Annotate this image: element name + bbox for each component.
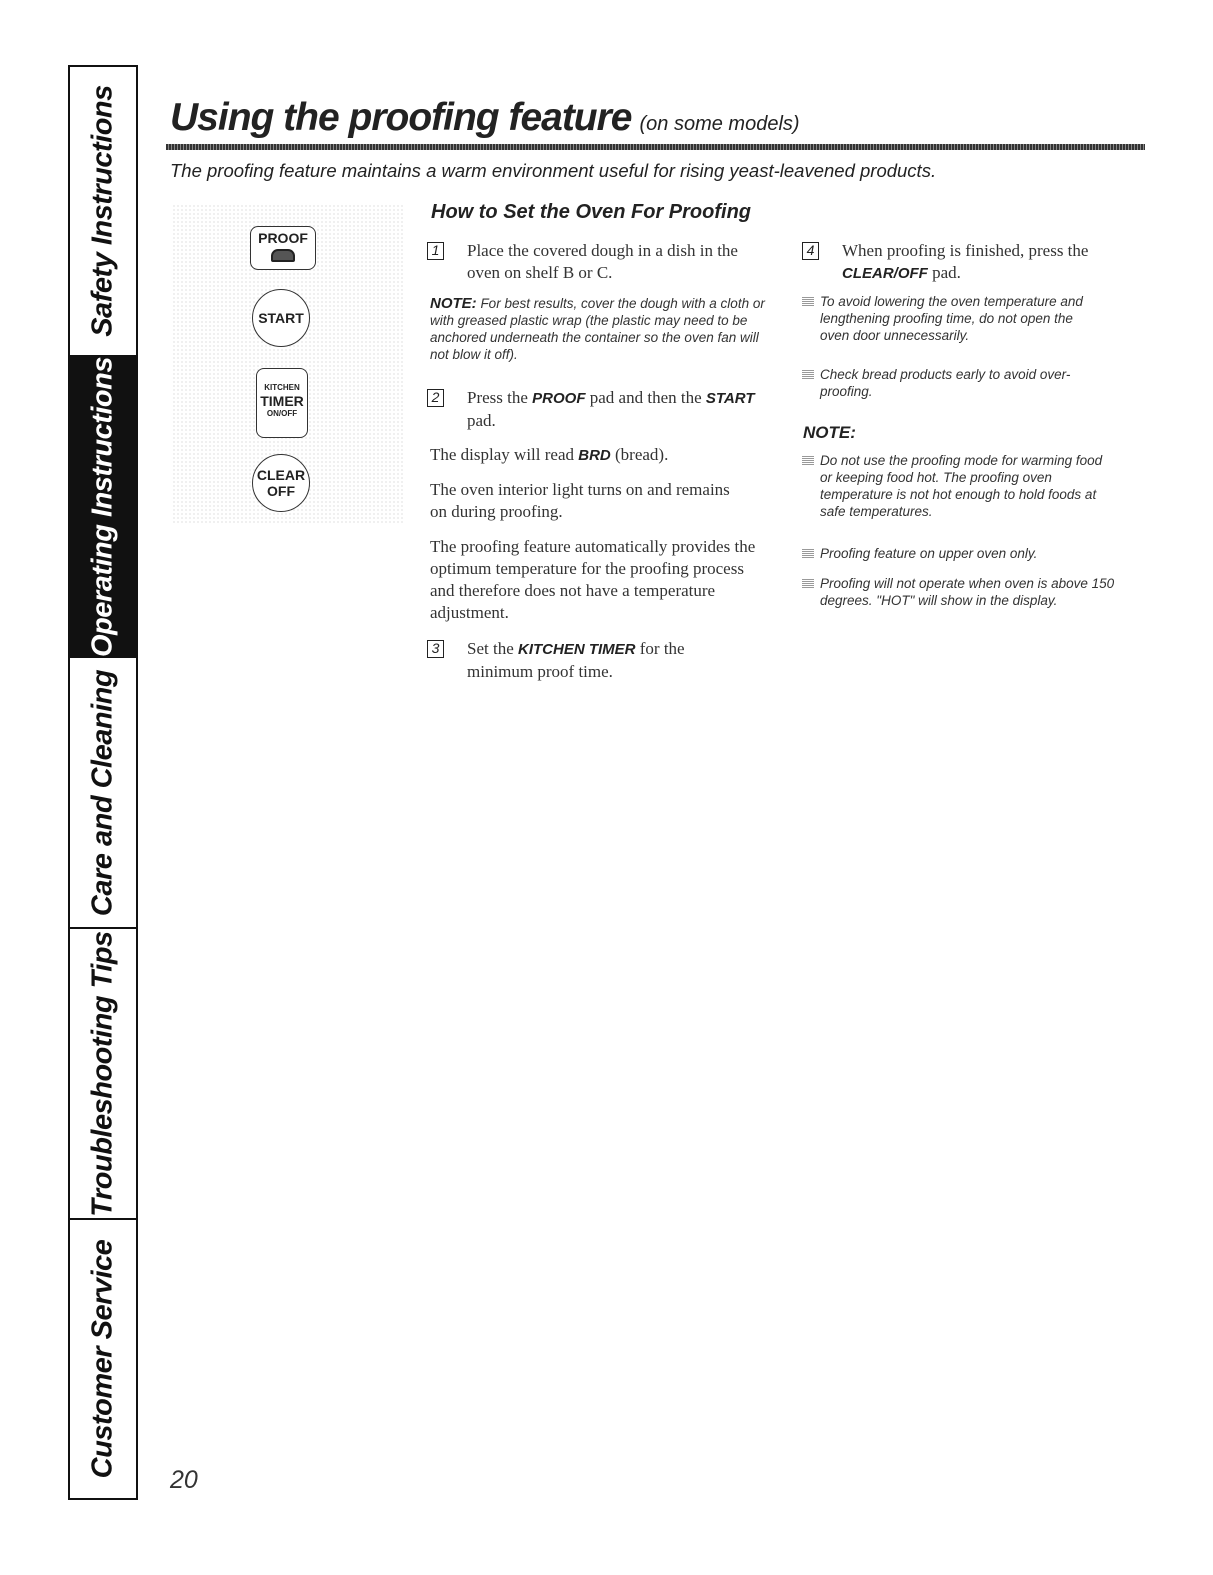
step-text-part: for the minimum proof time. (467, 639, 685, 681)
start-keyword: START (705, 390, 755, 407)
note-bullet (820, 545, 1110, 562)
step-1 (427, 240, 772, 284)
page-number: 20 (170, 1466, 198, 1494)
tab-label: Operating Instructions (86, 356, 119, 657)
step-4 (802, 240, 1112, 285)
bullet-icon (802, 369, 814, 379)
step-text-part: pad and then the (589, 388, 702, 407)
step-number: 4 (802, 242, 819, 260)
tip-bullet (820, 293, 1095, 344)
step-number: 2 (427, 389, 444, 407)
step-number: 3 (427, 640, 444, 658)
step-text-part: pad. (467, 411, 496, 430)
tab-troubleshooting-tips[interactable] (70, 929, 136, 1220)
note-heading: NOTE: (803, 423, 856, 442)
tab-label: Customer Service (86, 1239, 119, 1479)
step-text-part: pad. (932, 263, 961, 282)
temperature-paragraph: The proofing feature automatically provides the optimum temperature for the proofing process and therefore does not have a temperature adjustment. (430, 537, 756, 622)
note-1 (430, 295, 765, 363)
note-label: NOTE: (430, 295, 477, 312)
kitchen-timer-keyword: KITCHEN TIMER (518, 641, 636, 658)
proof-pad-label: PROOF (258, 230, 308, 246)
step-2 (427, 387, 772, 432)
page-title (170, 96, 800, 140)
start-pad: START (252, 289, 310, 347)
bullet-text: Do not use the proofing mode for warming food or keeping food hot. The proofing oven temperature is not hot enough to hold foods at safe temperatures. (820, 453, 1103, 519)
para-text-part: (bread). (615, 445, 669, 464)
bullet-text: Check bread products early to avoid over-proofing. (820, 367, 1071, 399)
brd-keyword: BRD (578, 447, 611, 464)
step-number: 1 (427, 242, 444, 260)
bullet-icon (802, 548, 814, 558)
tab-safety-instructions[interactable] (70, 67, 136, 357)
step-text (467, 387, 772, 432)
step-text: Place the covered dough in a dish in the oven on shelf B or C. (467, 241, 738, 282)
para-text-part: The display will read (430, 445, 574, 464)
clear-off-pad (252, 454, 310, 512)
note-bullet (820, 452, 1110, 520)
intro-text: The proofing feature maintains a warm environment useful for rising yeast-leavened products. (170, 160, 937, 181)
step-text (467, 638, 727, 683)
tab-care-and-cleaning[interactable] (70, 658, 136, 929)
bread-icon (271, 249, 295, 262)
side-tabs (68, 65, 138, 1500)
step-text-part: Set the (467, 639, 514, 658)
bullet-text: Proofing will not operate when oven is above 150 degrees. "HOT" will show in the display. (820, 576, 1115, 608)
clear-off-keyword: CLEAR/OFF (842, 265, 928, 282)
timer-label-timer: TIMER (260, 393, 304, 409)
tab-label: Troubleshooting Tips (86, 930, 119, 1217)
tab-operating-instructions[interactable] (70, 357, 136, 658)
tab-label: Care and Cleaning (86, 669, 119, 916)
bullet-icon (802, 578, 814, 588)
proof-keyword: PROOF (532, 390, 586, 407)
section-heading: How to Set the Oven For Proofing (431, 201, 751, 223)
kitchen-timer-pad (256, 368, 308, 438)
timer-label-onoff: ON/OFF (266, 409, 298, 418)
off-label: OFF (267, 483, 295, 499)
bullet-icon (802, 296, 814, 306)
title-subtitle: (on some models) (639, 113, 800, 135)
note-bullet (820, 575, 1140, 609)
control-panel-illustration (172, 204, 404, 524)
bullet-text: To avoid lowering the oven temperature and lengthening proofing time, do not open the oven door unnecessarily. (820, 294, 1083, 343)
bullet-text: Proofing feature on upper oven only. (820, 546, 1038, 561)
light-paragraph: The oven interior light turns on and remains on during proofing. (430, 480, 730, 521)
bullet-icon (802, 455, 814, 465)
proof-pad (250, 226, 316, 270)
display-paragraph (430, 444, 770, 467)
step-3 (427, 638, 727, 683)
tip-bullet (820, 366, 1080, 400)
step-text-part: When proofing is finished, press the (842, 241, 1089, 260)
timer-label-kitchen: KITCHEN (264, 383, 300, 392)
tab-label: Safety Instructions (86, 85, 119, 337)
title-rule (166, 144, 1145, 150)
note-text: For best results, cover the dough with a cloth or with greased plastic wrap (the plastic may need to be anchored underneath the container so the oven fan will not blow it off). (430, 296, 765, 362)
step-text-part: Press the (467, 388, 528, 407)
tab-customer-service[interactable] (70, 1220, 136, 1498)
step-text (842, 240, 1112, 285)
title-text: Using the proofing feature (170, 96, 632, 139)
clear-label: CLEAR (256, 467, 306, 483)
